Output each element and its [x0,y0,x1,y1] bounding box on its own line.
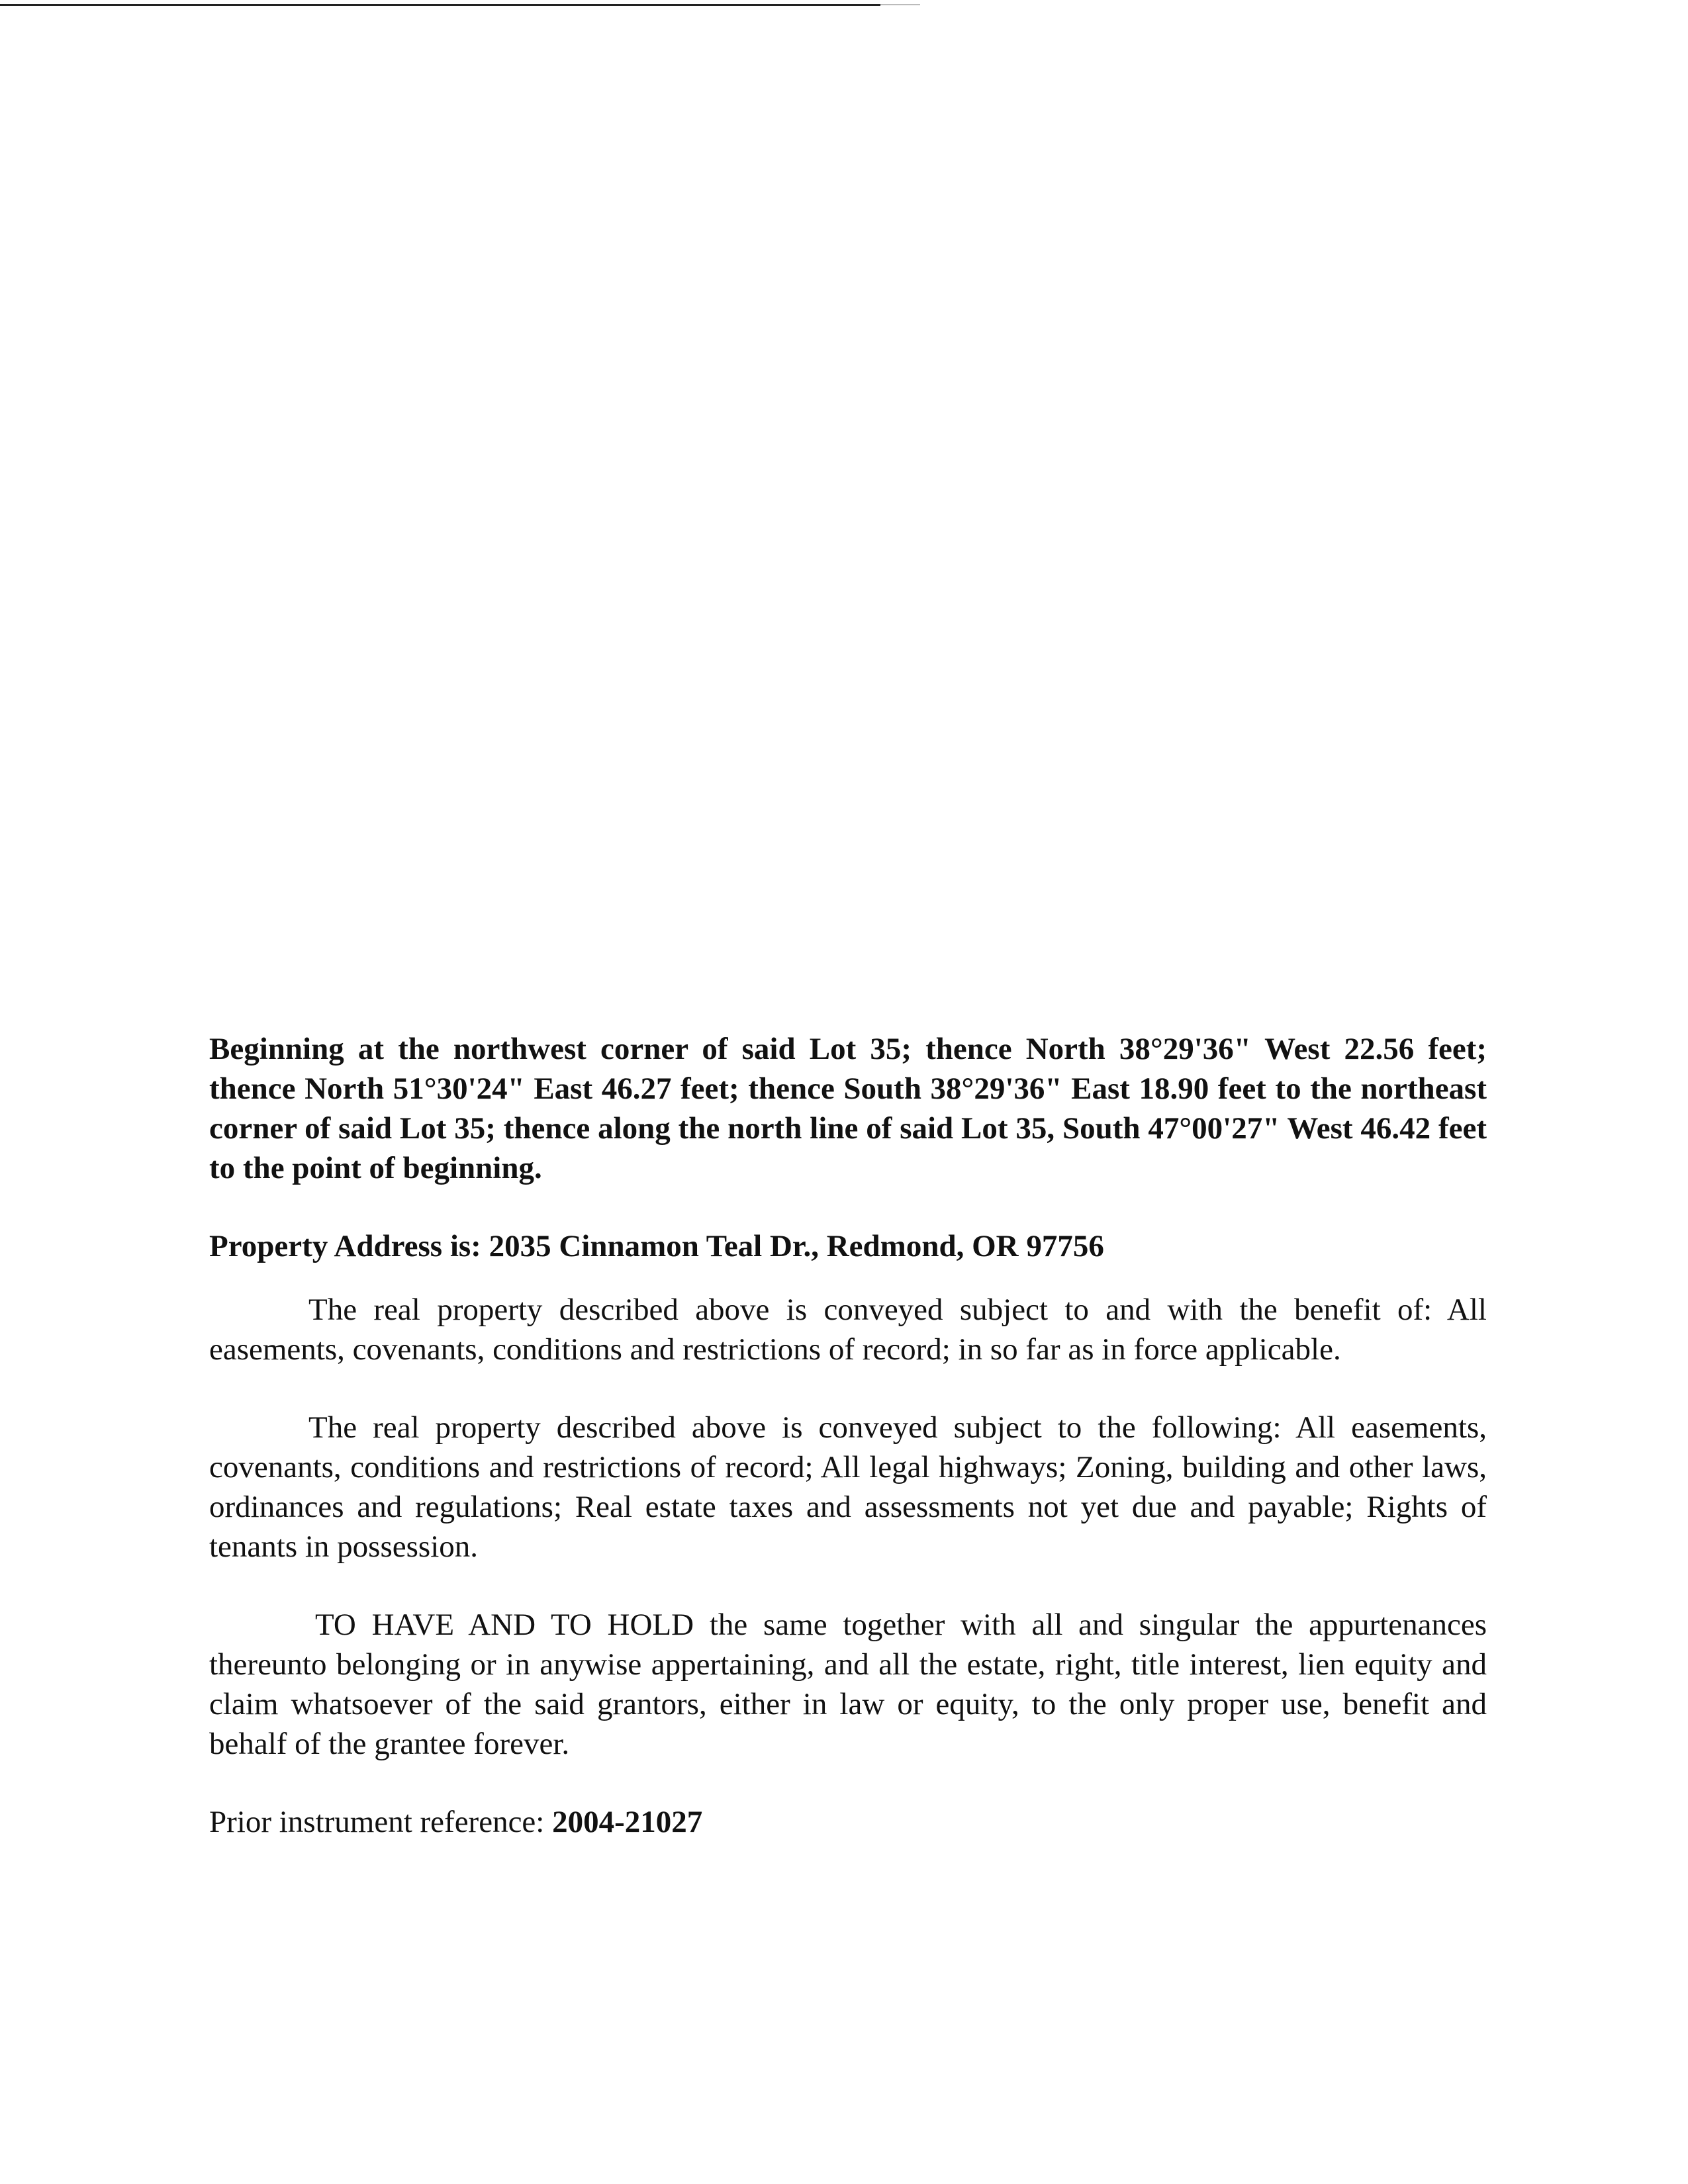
top-scan-rule [0,4,880,6]
deed-page-body [209,1029,1487,1842]
top-scan-rule-faint [880,4,920,5]
property-address: Property Address is: 2035 Cinnamon Teal Dr., Redmond, OR 97756 [209,1229,1104,1263]
legal-description: Beginning at the northwest corner of said Lot 35; thence North 38°29'36" West 22.56 feet; thence North 51°30'24" East 46.27 feet; thence South 38°29'36" East 18.90 feet to the northeast corner of said Lot 35; thence along the north line of said Lot 35, South 47°00'27" West 46.42 feet to the point of beginning. [209,1032,1487,1185]
habendum-paragraph: TO HAVE AND TO HOLD the same together with all and singular the appurtenances thereunto belonging or in anywise appertaining, and all the estate, right, title interest, lien equity and claim whatsoever of the said grantors, either in law or equity, to the only proper use, benefit and behalf of the grantee forever. [209,1608,1487,1761]
subject-to-paragraph: The real property described above is conveyed subject to the following: All easements, covenants, conditions and restrictions of record; All legal highways; Zoning, building and other laws, ordinances and regulations; Real estate taxes and assessments not yet due and payable; Rights of tenants in possession. [209,1410,1487,1564]
prior-instrument-reference [209,1802,1487,1842]
prior-instrument-label: Prior instrument reference: [209,1805,553,1839]
benefit-paragraph: The real property described above is conveyed subject to and with the benefit of: All easements, covenants, conditions and restrictions of record; in so far as in force applicable. [209,1293,1487,1367]
prior-instrument-number: 2004-21027 [552,1805,703,1839]
